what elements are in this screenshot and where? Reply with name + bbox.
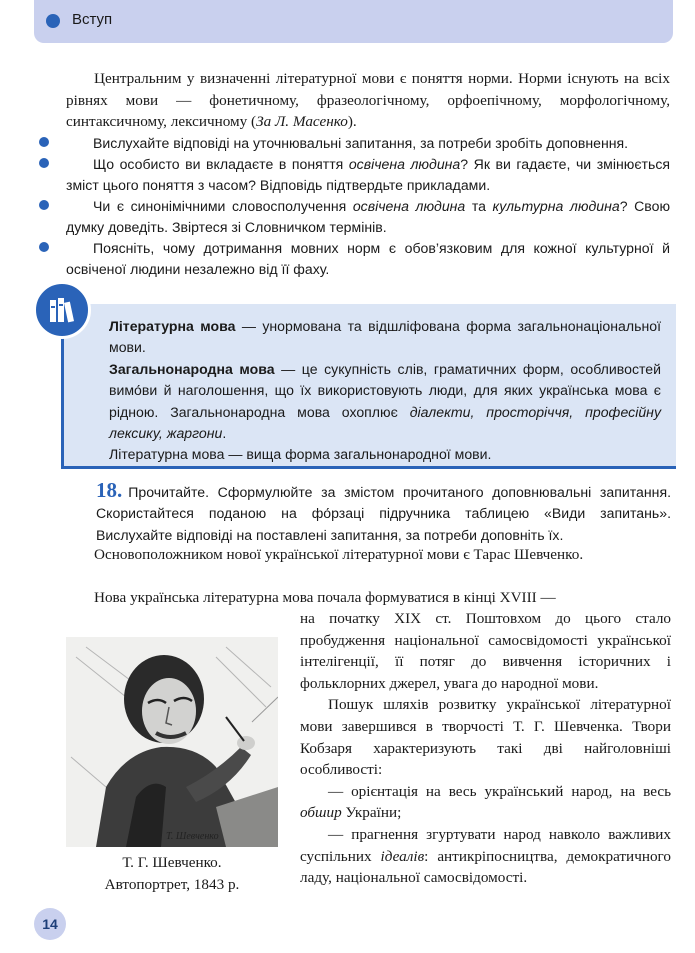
definition-box xyxy=(61,304,676,469)
bullet-dot-icon xyxy=(39,158,49,168)
portrait-signature: Т. Шевченко xyxy=(166,831,219,842)
page-number: 14 xyxy=(42,916,58,932)
task-text: Прочитайте. Сформулюйте за змістом прочитаного доповнювальні запитання. Скористайтеся поданою на фо́рзаці підручника таблицею «Види запитань». Вислухайте відповіді на поставлені запитання, за потреби доповніть їх. xyxy=(96,484,671,543)
task-number: 18. xyxy=(96,478,123,502)
bullet-dot-icon xyxy=(39,200,49,210)
body-paragraph-2-rest: на початку XIX ст. Поштовхом до цього стало пробудження національної самосвідомості української інтелігенції, її потяг до вивчення історичних і фольклорних джерел, увага до народної мови. xyxy=(300,610,671,692)
bullet-dot-icon xyxy=(39,137,49,147)
definition-literary: Літературна мова — унормована та відшліфована форма загальнонаціональної мови. xyxy=(109,318,661,356)
self-portrait-image xyxy=(66,637,278,847)
question-item: Вислухайте відповіді на уточнювальні запитання, за потреби зробіть доповнення. xyxy=(66,133,670,154)
body-paragraph-3: Пошук шляхів розвитку української літературної мови завершився в творчості Т. Г. Шевченка. Твори Кобзаря характеризують такі дві найголовніші особливості: xyxy=(300,696,671,779)
body-paragraph-1: Основоположником нової української літературної мови є Тарас Шевченко. xyxy=(94,546,584,563)
questions-list xyxy=(66,133,670,280)
definition-summary: Літературна мова — вища форма загальнонародної мови. xyxy=(109,446,492,463)
portrait-caption: Т. Г. Шевченко. Автопортрет, 1843 р. xyxy=(104,854,240,893)
page-number-badge xyxy=(34,908,66,940)
intro-source: За Л. Масенко xyxy=(256,113,348,131)
body-paragraph-4: — орієнтація на весь український народ, на весь обшир України; xyxy=(300,782,671,822)
section-header xyxy=(34,0,673,43)
bullet-dot-icon xyxy=(39,242,49,252)
intro-paragraph xyxy=(66,68,670,133)
definition-general: Загальнонародна мова — це сукупність слів, граматичних форм, особливостей вимо́ви й наголошення, що їх використовують люди, для яких українська мова є рідною. Загальнонародна мова охоплює діалекти, просторіччя, професійну лексику, жаргони. xyxy=(109,360,661,442)
task-18 xyxy=(96,480,671,546)
intro-text: Центральним у визначенні літературної мови є поняття норми. Норми існують на всіх рівнях мови — фонетичному, фразеологічному, орфоепічному, морфологічному, синтаксичному, лексичному ( xyxy=(66,70,670,131)
question-item: Що особисто ви вкладаєте в поняття освічена людина? Як ви гадаєте, чи змінюється зміст цього поняття з часом? Відповідь підтвердьте прикладами. xyxy=(66,154,670,196)
body-paragraph-5: — прагнення згуртувати народ навколо важливих суспільних ідеалів: антикріпосництва, демократичного ладу, національної самосвідомості. xyxy=(300,825,671,887)
body-column-right xyxy=(300,608,671,889)
books-icon xyxy=(33,281,91,339)
question-item: Чи є синонімічними словосполучення освічена людина та культурна людина? Свою думку доведіть. Звіртеся зі Словничком термінів. xyxy=(66,196,670,238)
section-title: Вступ xyxy=(72,11,113,28)
intro-end: ). xyxy=(347,113,357,131)
question-item: Поясніть, чому дотримання мовних норм є обов’язковим для кожної культурної й освіченої людини незалежно від її фаху. xyxy=(66,238,670,280)
body-paragraph-2-start: Нова українська літературна мова почала формуватися в кінці XVIII — xyxy=(94,589,556,606)
section-dot-icon xyxy=(46,14,60,28)
